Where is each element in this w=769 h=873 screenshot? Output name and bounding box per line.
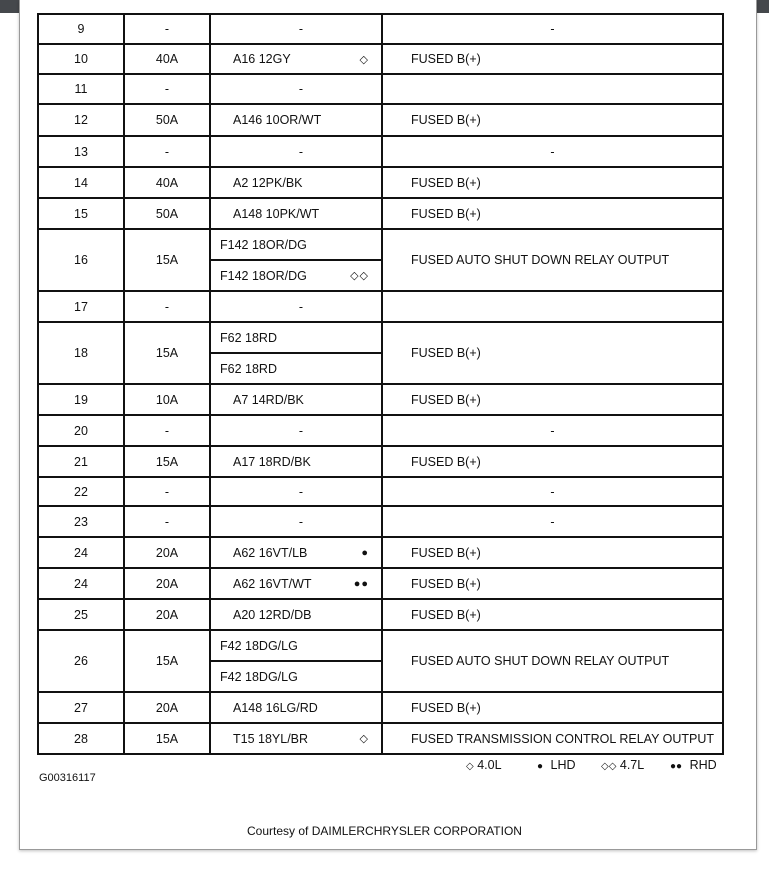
fuse-description — [382, 568, 723, 599]
circuit-code: A7 14RD/BK — [233, 392, 304, 407]
fuse-number: 20 — [38, 415, 124, 446]
fuse-amperage: - — [124, 415, 210, 446]
legend-symbol: ◇ — [466, 761, 474, 772]
fuse-description — [382, 692, 723, 723]
fuse-amperage: 20A — [124, 692, 210, 723]
circuit-entry — [211, 207, 381, 221]
table-row — [38, 322, 723, 384]
circuit-code: F42 18DG/LG — [220, 669, 298, 684]
circuit-entry — [211, 300, 381, 314]
table-row — [38, 446, 723, 477]
fuse-amperage: 40A — [124, 167, 210, 198]
fuse-number: 10 — [38, 44, 124, 74]
circuit-entry — [211, 22, 381, 36]
circuit-cell — [210, 322, 382, 384]
circuit-code: F142 18OR/DG — [220, 237, 307, 252]
fuse-amperage: 15A — [124, 630, 210, 692]
circuit-code: F142 18OR/DG — [220, 268, 307, 283]
legend-item-47l — [601, 758, 644, 772]
circuit-code: - — [298, 144, 304, 159]
fuse-description — [382, 599, 723, 630]
table-row — [38, 74, 723, 104]
description-text: FUSED AUTO SHUT DOWN RELAY OUTPUT — [411, 253, 670, 267]
circuit-code: A62 16VT/LB — [233, 545, 308, 560]
fuse-description — [382, 384, 723, 415]
circuit-code: F62 18RD — [220, 361, 277, 376]
circuit-code: A16 12GY — [233, 52, 291, 66]
description-text: - — [550, 22, 555, 36]
fuse-number: 24 — [38, 568, 124, 599]
table-row — [38, 291, 723, 322]
fuse-description — [382, 723, 723, 754]
fuse-description — [382, 229, 723, 291]
circuit-code: A17 18RD/BK — [233, 454, 311, 469]
fuse-table — [37, 13, 724, 755]
table-row — [38, 477, 723, 506]
description-text: FUSED B(+) — [411, 206, 481, 221]
description-text: - — [550, 514, 555, 529]
fuse-amperage: 15A — [124, 446, 210, 477]
circuit-entry — [211, 515, 381, 529]
circuit-code: A146 10OR/WT — [233, 113, 322, 127]
circuit-code: - — [298, 514, 304, 529]
fuse-description — [382, 506, 723, 537]
circuit-entry — [211, 352, 381, 383]
fuse-number: 26 — [38, 630, 124, 692]
fuse-description — [382, 167, 723, 198]
circuit-code: - — [298, 484, 304, 499]
circuit-entry — [211, 546, 381, 560]
fuse-number: 23 — [38, 506, 124, 537]
variant-marker-icon: ● — [361, 546, 369, 559]
fuse-amperage: - — [124, 136, 210, 167]
fuse-number: 24 — [38, 537, 124, 568]
description-text: - — [550, 423, 555, 438]
fuse-number: 15 — [38, 198, 124, 229]
circuit-entry — [211, 82, 381, 96]
fuse-number: 13 — [38, 136, 124, 167]
circuit-entry — [211, 113, 381, 127]
table-row — [38, 568, 723, 599]
circuit-cell — [210, 692, 382, 723]
table-row — [38, 44, 723, 74]
circuit-cell — [210, 415, 382, 446]
description-text: FUSED AUTO SHUT DOWN RELAY OUTPUT — [411, 654, 670, 668]
description-text: FUSED B(+) — [411, 392, 481, 407]
table-row — [38, 104, 723, 136]
description-text: FUSED B(+) — [411, 700, 481, 715]
fuse-amperage: 15A — [124, 322, 210, 384]
fuse-number: 11 — [38, 74, 124, 104]
circuit-entry — [211, 455, 381, 469]
circuit-code: A20 12RD/DB — [233, 607, 312, 622]
circuit-code: T15 18YL/BR — [233, 731, 309, 746]
description-text: - — [550, 144, 555, 159]
fuse-number: 16 — [38, 229, 124, 291]
circuit-entry — [211, 485, 381, 499]
legend-item-40l — [466, 758, 502, 772]
circuit-cell — [210, 74, 382, 104]
circuit-entry — [211, 145, 381, 159]
circuit-cell — [210, 44, 382, 74]
fuse-description — [382, 630, 723, 692]
circuit-entry — [211, 52, 381, 66]
circuit-code: A2 12PK/BK — [233, 175, 303, 190]
circuit-code: - — [298, 299, 304, 314]
circuit-cell — [210, 537, 382, 568]
fuse-amperage: 15A — [124, 229, 210, 291]
circuit-entry — [211, 660, 381, 691]
fuse-number: 21 — [38, 446, 124, 477]
fuse-amperage: 15A — [124, 723, 210, 754]
fuse-description — [382, 44, 723, 74]
circuit-cell — [210, 167, 382, 198]
table-row — [38, 384, 723, 415]
fuse-amperage: - — [124, 477, 210, 506]
circuit-cell — [210, 384, 382, 415]
circuit-cell — [210, 136, 382, 167]
table-row — [38, 537, 723, 568]
circuit-cell — [210, 477, 382, 506]
fuse-amperage: 40A — [124, 44, 210, 74]
table-row — [38, 415, 723, 446]
legend-item-lhd — [537, 758, 576, 772]
fuse-description — [382, 104, 723, 136]
fuse-amperage: - — [124, 14, 210, 44]
circuit-entry — [211, 631, 381, 660]
circuit-cell — [210, 506, 382, 537]
circuit-code: A62 16VT/WT — [233, 576, 312, 591]
fuse-amperage: - — [124, 506, 210, 537]
table-row — [38, 723, 723, 754]
circuit-code: F62 18RD — [220, 330, 277, 345]
circuit-entry — [211, 424, 381, 438]
legend-label: LHD — [550, 758, 576, 772]
fuse-number: 25 — [38, 599, 124, 630]
fuse-amperage: 20A — [124, 537, 210, 568]
description-text: FUSED B(+) — [411, 607, 481, 622]
circuit-cell — [210, 198, 382, 229]
variant-marker-icon: ◇ — [359, 53, 369, 66]
circuit-entry — [211, 701, 381, 715]
table-row — [38, 136, 723, 167]
circuit-code: - — [298, 22, 304, 36]
circuit-entry — [211, 608, 381, 622]
fuse-number: 28 — [38, 723, 124, 754]
courtesy-caption: Courtesy of DAIMLERCHRYSLER CORPORATION — [247, 824, 522, 838]
fuse-amperage: - — [124, 74, 210, 104]
description-text: FUSED TRANSMISSION CONTROL RELAY OUTPUT — [411, 731, 715, 746]
description-text: FUSED B(+) — [411, 545, 481, 560]
variant-marker-icon: ●● — [353, 577, 369, 590]
variant-marker-icon: ◇◇ — [350, 270, 369, 282]
table-row — [38, 692, 723, 723]
figure-id: G00316117 — [39, 772, 96, 784]
description-text: FUSED B(+) — [411, 576, 481, 591]
fuse-amperage: 20A — [124, 599, 210, 630]
circuit-cell — [210, 568, 382, 599]
description-text: FUSED B(+) — [411, 52, 481, 66]
fuse-number: 18 — [38, 322, 124, 384]
fuse-amperage: 50A — [124, 198, 210, 229]
description-text: FUSED B(+) — [411, 454, 481, 469]
fuse-description — [382, 136, 723, 167]
circuit-entry — [211, 323, 381, 352]
table-row — [38, 599, 723, 630]
circuit-entry — [211, 393, 381, 407]
fuse-description — [382, 537, 723, 568]
circuit-code: - — [298, 82, 304, 96]
description-text: FUSED B(+) — [411, 113, 481, 127]
circuit-entry — [211, 259, 381, 290]
description-text: - — [550, 484, 555, 499]
legend-symbol: ● — [537, 761, 544, 772]
circuit-entry — [211, 732, 381, 746]
legend-label: RHD — [689, 758, 717, 772]
fuse-number: 22 — [38, 477, 124, 506]
description-text: FUSED B(+) — [411, 346, 481, 360]
fuse-number: 19 — [38, 384, 124, 415]
fuse-amperage: - — [124, 291, 210, 322]
fuse-number: 9 — [38, 14, 124, 44]
circuit-cell — [210, 630, 382, 692]
variant-marker-icon: ◇ — [359, 733, 369, 745]
fuse-number: 14 — [38, 167, 124, 198]
fuse-amperage: 10A — [124, 384, 210, 415]
fuse-amperage: 50A — [124, 104, 210, 136]
circuit-code: F42 18DG/LG — [220, 638, 298, 653]
circuit-cell — [210, 229, 382, 291]
fuse-description — [382, 74, 723, 104]
fuse-number: 27 — [38, 692, 124, 723]
fuse-number: 12 — [38, 104, 124, 136]
table-row — [38, 14, 723, 44]
table-row — [38, 630, 723, 692]
fuse-number: 17 — [38, 291, 124, 322]
circuit-cell — [210, 599, 382, 630]
fuse-description — [382, 477, 723, 506]
circuit-code: - — [298, 423, 304, 438]
circuit-cell — [210, 291, 382, 322]
fuse-amperage: 20A — [124, 568, 210, 599]
legend-label: 4.7L — [619, 758, 645, 772]
fuse-description — [382, 446, 723, 477]
circuit-cell — [210, 14, 382, 44]
legend-item-rhd — [670, 758, 717, 772]
legend-symbol: ●● — [670, 761, 683, 772]
fuse-description — [382, 415, 723, 446]
fuse-description — [382, 14, 723, 44]
table-row — [38, 167, 723, 198]
circuit-entry — [211, 230, 381, 259]
fuse-description — [382, 198, 723, 229]
circuit-entry — [211, 577, 381, 591]
fuse-description — [382, 291, 723, 322]
circuit-code: A148 16LG/RD — [233, 700, 318, 715]
circuit-cell — [210, 104, 382, 136]
circuit-entry — [211, 176, 381, 190]
table-row — [38, 198, 723, 229]
legend-symbol: ◇◇ — [601, 761, 617, 772]
fuse-description — [382, 322, 723, 384]
table-row — [38, 229, 723, 291]
circuit-cell — [210, 446, 382, 477]
circuit-cell — [210, 723, 382, 754]
table-row — [38, 506, 723, 537]
circuit-code: A148 10PK/WT — [233, 206, 320, 221]
legend-label: 4.0L — [477, 758, 502, 772]
description-text: FUSED B(+) — [411, 175, 481, 190]
